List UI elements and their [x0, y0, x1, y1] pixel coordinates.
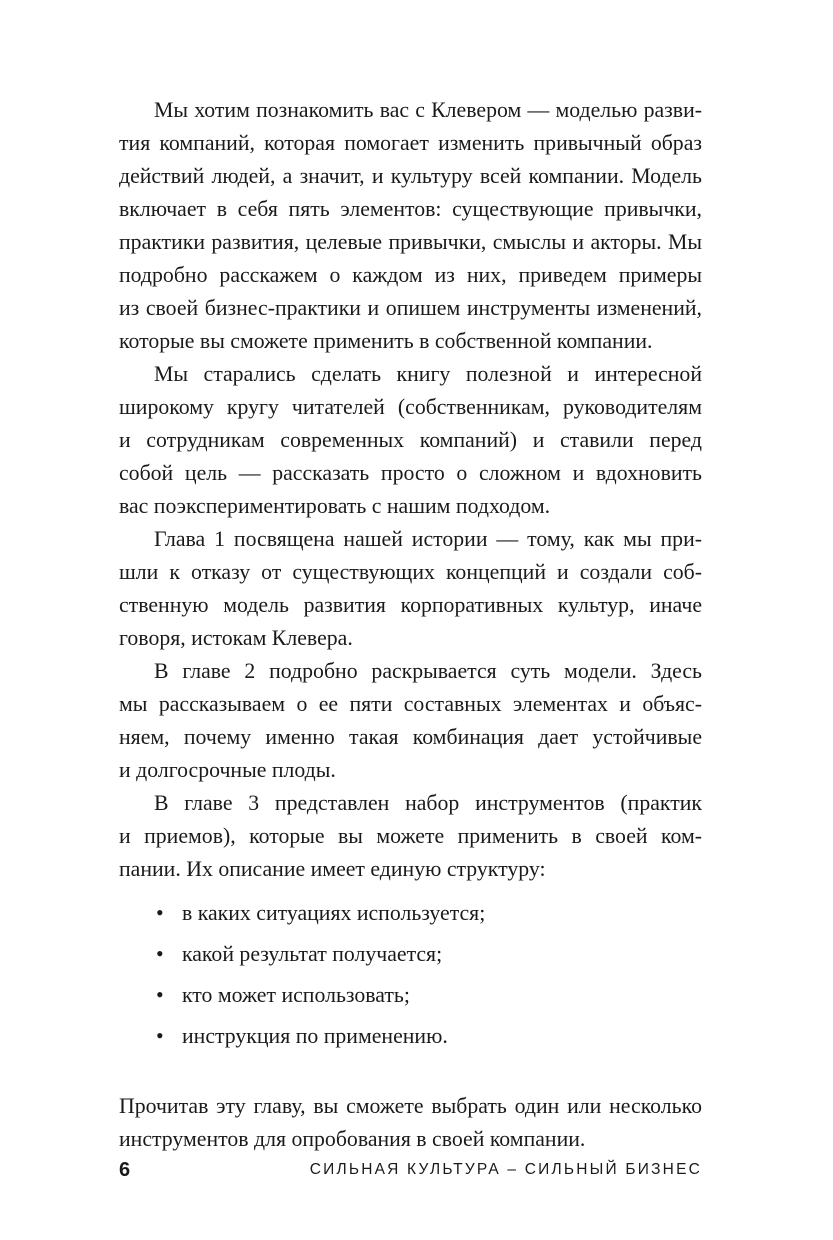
list-item	[119, 934, 702, 975]
text-line: собой цель — рассказать просто о сложном и вдохновить	[119, 461, 702, 485]
paragraph-chapter-3	[119, 787, 702, 886]
paragraph-after-list	[119, 1090, 702, 1156]
text-line: включает в себя пять элементов: существующие привычки,	[119, 197, 702, 221]
bullet-icon: •	[156, 1024, 164, 1048]
text-line: Прочитав эту главу, вы сможете выбрать один или несколько	[119, 1094, 702, 1118]
list-item	[119, 1016, 702, 1057]
text-line: и приемов), которые вы можете применить в своей ком-	[119, 824, 702, 848]
list-item	[119, 893, 702, 934]
text-line: и долгосрочные плоды.	[119, 758, 336, 782]
text-line: инструментов для опробования в своей компании.	[119, 1127, 586, 1151]
text-line: мы рассказываем о ее пяти составных элементах и объяс-	[119, 692, 702, 716]
list-item-text: кто может использовать;	[182, 983, 410, 1007]
text-line: Мы старались сделать книгу полезной и интересной	[154, 362, 702, 386]
text-line: В главе 3 представлен набор инструментов (практик	[154, 791, 702, 815]
list-item-text: инструкция по применению.	[182, 1024, 448, 1048]
text-line: тия компаний, которая помогает изменить привычный образ	[119, 131, 702, 155]
page-footer	[119, 1156, 702, 1184]
text-line: практики развития, целевые привычки, смыслы и акторы. Мы	[119, 230, 702, 254]
list-item-text: какой результат получается;	[182, 942, 443, 966]
text-line: подробно расскажем о каждом из них, приведем примеры	[119, 263, 702, 287]
bullet-icon: •	[156, 942, 164, 966]
page-number: 6	[119, 1159, 131, 1181]
text-line: действий людей, а значит, и культуру всей компании. Модель	[119, 164, 702, 188]
text-line: из своей бизнес-практики и опишем инструменты изменений,	[119, 296, 702, 320]
bullet-icon: •	[156, 983, 164, 1007]
text-line: Мы хотим познакомить вас с Клевером — моделью разви-	[154, 98, 702, 122]
bullet-list	[119, 893, 702, 1057]
running-title: СИЛЬНАЯ КУЛЬТУРА – СИЛЬНЫЙ БИЗНЕС	[309, 1161, 702, 1178]
text-line: шли к отказу от существующих концепций и создали соб-	[119, 560, 702, 584]
bullet-icon: •	[156, 901, 164, 925]
text-line: няем, почему именно такая комбинация дает устойчивые	[119, 725, 702, 749]
paragraph-chapter-2	[119, 655, 702, 787]
list-item	[119, 975, 702, 1016]
text-line: широкому кругу читателей (собственникам, руководителям	[119, 395, 702, 419]
text-line: Глава 1 посвящена нашей истории — тому, как мы при-	[154, 527, 702, 551]
text-line: вас поэкспериментировать с нашим подходом.	[119, 494, 551, 518]
paragraph-clever-intro	[119, 94, 702, 358]
text-line: и сотрудникам современных компаний) и ставили перед	[119, 428, 702, 452]
text-line: говоря, истокам Клевера.	[119, 626, 353, 650]
text-line: которые вы сможете применить в собственной компании.	[119, 329, 653, 353]
book-page	[119, 94, 702, 1156]
list-item-text: в каких ситуациях используется;	[182, 901, 486, 925]
paragraph-book-goal	[119, 358, 702, 523]
text-line: ственную модель развития корпоративных культур, иначе	[119, 593, 702, 617]
text-line: пании. Их описание имеет единую структуру:	[119, 857, 546, 881]
paragraph-chapter-1	[119, 523, 702, 655]
text-line: В главе 2 подробно раскрывается суть модели. Здесь	[154, 659, 702, 683]
